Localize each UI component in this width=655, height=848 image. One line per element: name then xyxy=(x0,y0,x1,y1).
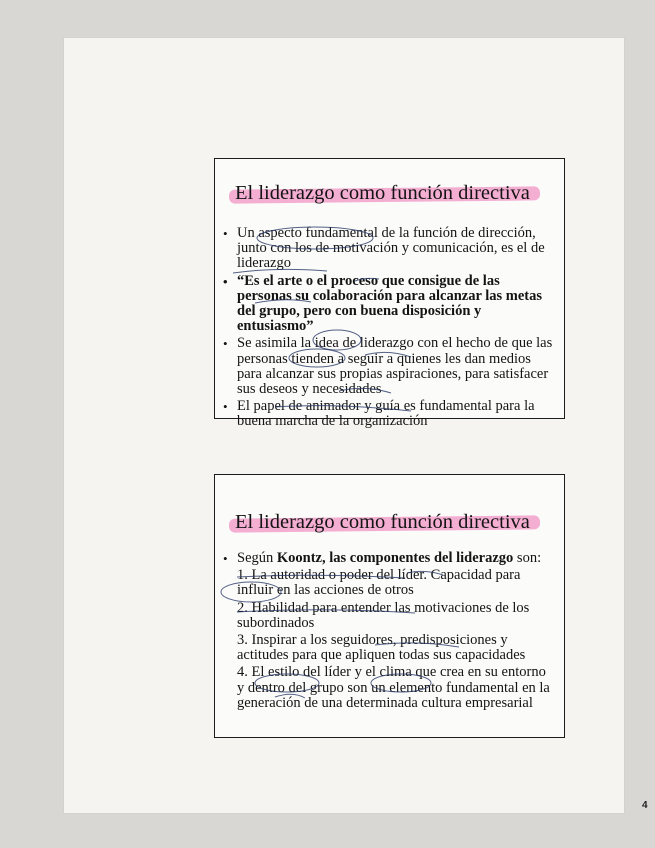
component-item-4: 4. El estilo del líder y el clima que crea en su entorno y dentro del grupo son un elemento fundamental en la generación de una determinada cultura empresarial xyxy=(237,664,550,711)
slide-2 xyxy=(214,474,565,738)
slide-2-title: El liderazgo como función directiva xyxy=(235,512,530,533)
component-item-3: 3. Inspirar a los seguidores, predisposiciones y actitudes para que apliquen todas sus capacidades xyxy=(237,632,526,664)
slide-2-bullet-1: • Según Koontz, las componentes del liderazgo son: 1. La autoridad o poder del líder. Capacidad para influir en las acciones de otros 2. Habilidad para entender las motivaciones de los subordinados 3. Inspirar a los seguidores, predisposiciones y actitudes para que apliquen todas sus capacidades 4. El estilo del líder y el clima que crea en su entorno y dentro del grupo son un elemento fundamental en la generación de una determinada cultura empresarial xyxy=(223,551,554,711)
slide-1-bullet-3: • Se asimila la idea de liderazgo con el hecho de que las personas tienden a seguir a quienes les dan medios para alcanzar sus propias aspiraciones, para satisfacer sus deseos y necesidades xyxy=(223,336,554,397)
slide-1-bullet-2: • “Es el arte o el proceso que consigue de las personas su colaboración para alcanzar las metas del grupo, pero con buena disposición y entusiasmo” xyxy=(223,274,554,335)
document-page xyxy=(64,38,648,813)
component-item-1: 1. La autoridad o poder del líder. Capacidad para influir en las acciones de otros xyxy=(237,567,521,599)
slide-1-title: El liderazgo como función directiva xyxy=(235,183,530,204)
slide-1-bullet-1: • Un aspecto fundamental de la función de dirección, junto con los de motivación y comunicación, es el de liderazgo xyxy=(223,226,554,272)
slide-1-bullet-list xyxy=(223,226,554,430)
components-list xyxy=(237,568,554,711)
slide-1-bullet-4: • El papel de animador y guía es fundamental para la buena marcha de la organización xyxy=(223,399,554,429)
slide-1 xyxy=(214,158,565,430)
page-number: 4 xyxy=(642,800,648,811)
component-item-2: 2. Habilidad para entender las motivaciones de los subordinados xyxy=(237,599,530,631)
slide-2-bullet-list xyxy=(223,551,554,711)
